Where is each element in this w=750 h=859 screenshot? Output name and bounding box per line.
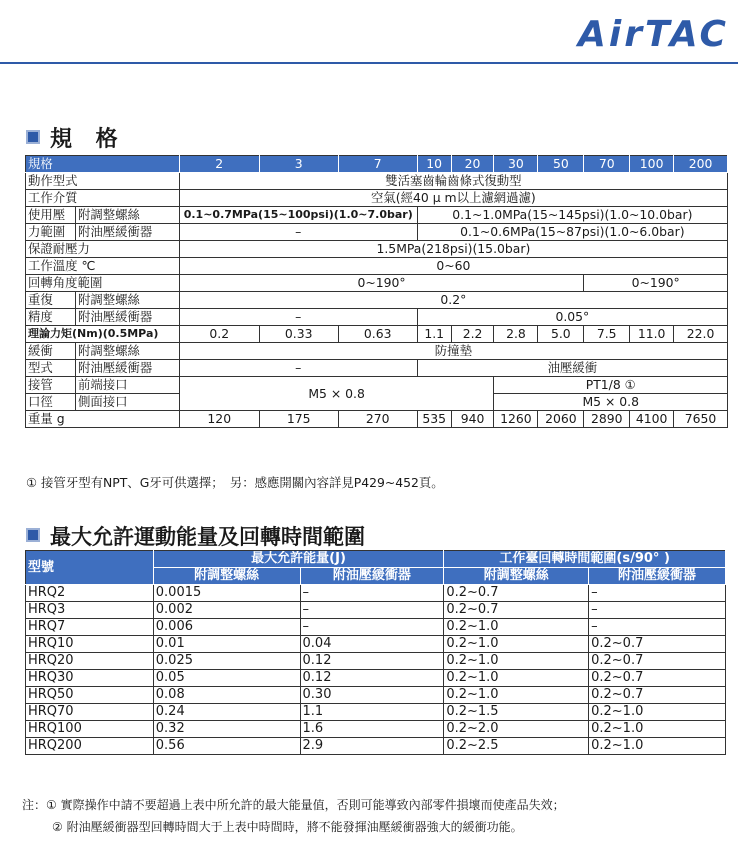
value-cell: 0.2~1.0 [444, 619, 589, 636]
row-value: 雙活塞齒輪齒條式復動型 [179, 173, 727, 190]
row-label: 接管 [26, 377, 76, 394]
table-row [26, 653, 726, 670]
table-row [26, 585, 726, 602]
value-cell: 0.2~1.0 [444, 687, 589, 704]
energy-header-row [26, 551, 726, 568]
size-cell: 50 [538, 156, 584, 173]
size-cell: 10 [417, 156, 451, 173]
row-label: 重量 g [26, 411, 180, 428]
spec-row-angle [26, 275, 728, 292]
value-cell: 0.08 [153, 687, 300, 704]
row-value: 0~190° [584, 275, 728, 292]
row-sublabel: 附油壓緩衝器 [75, 224, 179, 241]
energy-note-2: ② 附油壓緩衝器型回轉時間大于上表中時間時，將不能發揮油壓緩衝器強大的緩衝功能。 [52, 820, 523, 834]
row-label: 口徑 [26, 394, 76, 411]
model-cell: HRQ30 [26, 670, 154, 687]
row-value: 0.05° [417, 309, 727, 326]
torque-cell: 1.1 [417, 326, 451, 343]
energy-title-text: 最大允許運動能量及回轉時間範圍 [50, 525, 365, 549]
value-cell: 2.9 [300, 738, 444, 755]
table-row [26, 670, 726, 687]
row-label: 緩衝 [26, 343, 76, 360]
row-sublabel: 側面接口 [75, 394, 179, 411]
energy-body [26, 585, 726, 755]
spec-row-temp [26, 258, 728, 275]
value-cell: 0.2~2.5 [444, 738, 589, 755]
weight-cell: 535 [417, 411, 451, 428]
row-value: 防撞墊 [179, 343, 727, 360]
value-cell: 0.2~0.7 [589, 636, 726, 653]
value-cell: 0.2~1.0 [444, 653, 589, 670]
value-cell: 0.2~0.7 [444, 602, 589, 619]
energy-section-title [26, 521, 365, 551]
row-sublabel: 附調整螺絲 [75, 343, 179, 360]
table-row [26, 619, 726, 636]
value-cell: 0.2~1.0 [589, 738, 726, 755]
value-cell: 0.24 [153, 704, 300, 721]
header-rule [0, 62, 738, 64]
spec-row-media [26, 190, 728, 207]
spec-row-repeat-2 [26, 309, 728, 326]
spec-row-repeat-1 [26, 292, 728, 309]
value-cell: 0.2~0.7 [589, 653, 726, 670]
value-cell: 0.32 [153, 721, 300, 738]
model-cell: HRQ10 [26, 636, 154, 653]
value-cell: 0.04 [300, 636, 444, 653]
row-sublabel: 附油壓緩衝器 [75, 360, 179, 377]
energy-header: 最大允許能量(J) [153, 551, 444, 568]
value-cell: – [589, 619, 726, 636]
weight-cell: 120 [179, 411, 259, 428]
weight-cell: 175 [259, 411, 338, 428]
weight-cell: 2060 [538, 411, 584, 428]
value-cell: 0.2~1.0 [444, 636, 589, 653]
value-cell: 1.6 [300, 721, 444, 738]
spec-row-proof [26, 241, 728, 258]
torque-cell: 22.0 [674, 326, 728, 343]
value-cell: 0.2~1.0 [444, 670, 589, 687]
section-bullet-icon [26, 528, 40, 542]
value-cell: 0.30 [300, 687, 444, 704]
spec-row-cushion-1 [26, 343, 728, 360]
value-cell: 0.006 [153, 619, 300, 636]
subheader: 附油壓緩衝器 [300, 568, 444, 585]
row-label: 精度 [26, 309, 76, 326]
value-cell: 0.2~0.7 [444, 585, 589, 602]
row-value: – [179, 309, 417, 326]
weight-cell: 2890 [584, 411, 630, 428]
size-cell: 20 [451, 156, 494, 173]
weight-cell: 7650 [674, 411, 728, 428]
spec-row-action [26, 173, 728, 190]
torque-cell: 5.0 [538, 326, 584, 343]
size-cell: 70 [584, 156, 630, 173]
size-cell: 2 [179, 156, 259, 173]
table-row [26, 721, 726, 738]
row-value: 0.1~0.6MPa(15~87psi)(1.0~6.0bar) [417, 224, 727, 241]
spec-section-title [26, 122, 126, 153]
subheader: 附油壓緩衝器 [589, 568, 726, 585]
value-cell: – [589, 585, 726, 602]
torque-cell: 2.2 [451, 326, 494, 343]
model-header: 型號 [26, 551, 154, 585]
value-cell: 0.2~1.5 [444, 704, 589, 721]
torque-cell: 11.0 [630, 326, 674, 343]
size-cell: 30 [494, 156, 538, 173]
value-cell: 0.56 [153, 738, 300, 755]
size-cell: 100 [630, 156, 674, 173]
section-bullet-icon [26, 130, 40, 144]
weight-cell: 270 [338, 411, 417, 428]
value-cell: 0.05 [153, 670, 300, 687]
spec-row-torque [26, 326, 728, 343]
row-sublabel: 附調整螺絲 [75, 292, 179, 309]
model-cell: HRQ70 [26, 704, 154, 721]
row-label: 理論力矩(Nm)(0.5MPa) [26, 326, 180, 343]
weight-cell: 940 [451, 411, 494, 428]
model-cell: HRQ3 [26, 602, 154, 619]
value-cell: 0.2~2.0 [444, 721, 589, 738]
model-cell: HRQ20 [26, 653, 154, 670]
torque-cell: 0.2 [179, 326, 259, 343]
row-sublabel: 附調整螺絲 [75, 207, 179, 224]
row-label: 重復 [26, 292, 76, 309]
size-cell: 3 [259, 156, 338, 173]
brand-logo: AirTAC [578, 14, 729, 55]
model-cell: HRQ50 [26, 687, 154, 704]
value-cell: 0.01 [153, 636, 300, 653]
spec-header-label: 規格 [26, 156, 180, 173]
spec-table [25, 155, 728, 428]
value-cell: 0.12 [300, 653, 444, 670]
model-cell: HRQ200 [26, 738, 154, 755]
row-value: – [179, 224, 417, 241]
value-cell: 0.2~1.0 [589, 704, 726, 721]
spec-row-pressure-2 [26, 224, 728, 241]
row-value: M5 × 0.8 [179, 377, 494, 411]
row-label: 型式 [26, 360, 76, 377]
value-cell: 0.2~0.7 [589, 687, 726, 704]
row-value: 0~60 [179, 258, 727, 275]
energy-table [25, 550, 726, 755]
row-value: 空氣(經40 μ m以上濾網過濾) [179, 190, 727, 207]
time-header: 工作臺回轉時間範圍(s/90° ) [444, 551, 726, 568]
spec-row-port-1 [26, 377, 728, 394]
row-value: – [179, 360, 417, 377]
row-label: 力範圍 [26, 224, 76, 241]
row-value: 油壓緩衝 [417, 360, 727, 377]
table-row [26, 602, 726, 619]
row-value: 0.2° [179, 292, 727, 309]
spec-row-weight [26, 411, 728, 428]
size-cell: 200 [674, 156, 728, 173]
spec-title-text: 規 格 [50, 127, 126, 152]
row-value: 0.1~1.0MPa(15~145psi)(1.0~10.0bar) [417, 207, 727, 224]
subheader: 附調整螺絲 [444, 568, 589, 585]
value-cell: 1.1 [300, 704, 444, 721]
value-cell: 0.2~1.0 [589, 721, 726, 738]
weight-cell: 4100 [630, 411, 674, 428]
torque-cell: 7.5 [584, 326, 630, 343]
size-cell: 7 [338, 156, 417, 173]
row-value: 1.5MPa(218psi)(15.0bar) [179, 241, 727, 258]
spec-header-row [26, 156, 728, 173]
torque-cell: 0.63 [338, 326, 417, 343]
value-cell: 0.002 [153, 602, 300, 619]
table-row [26, 704, 726, 721]
value-cell: 0.025 [153, 653, 300, 670]
spec-row-pressure-1 [26, 207, 728, 224]
row-label: 回轉角度範圍 [26, 275, 180, 292]
spec-row-cushion-2 [26, 360, 728, 377]
row-value: M5 × 0.8 [494, 394, 728, 411]
table-row [26, 636, 726, 653]
model-cell: HRQ2 [26, 585, 154, 602]
row-sublabel: 前端接口 [75, 377, 179, 394]
row-label: 保證耐壓力 [26, 241, 180, 258]
model-cell: HRQ7 [26, 619, 154, 636]
row-value: PT1/8 ① [494, 377, 728, 394]
value-cell: – [300, 619, 444, 636]
subheader: 附調整螺絲 [153, 568, 300, 585]
value-cell: – [589, 602, 726, 619]
row-label: 動作型式 [26, 173, 180, 190]
table-row [26, 738, 726, 755]
value-cell: 0.2~0.7 [589, 670, 726, 687]
row-value: 0~190° [179, 275, 584, 292]
row-label: 工作溫度 ℃ [26, 258, 180, 275]
table-row [26, 687, 726, 704]
value-cell: – [300, 602, 444, 619]
row-label: 工作介質 [26, 190, 180, 207]
value-cell: 0.0015 [153, 585, 300, 602]
row-sublabel: 附油壓緩衝器 [75, 309, 179, 326]
torque-cell: 2.8 [494, 326, 538, 343]
spec-footnote: ① 接管牙型有NPT、G牙可供選擇； 另：感應開關內容詳見P429~452頁。 [26, 475, 444, 490]
weight-cell: 1260 [494, 411, 538, 428]
row-label: 使用壓 [26, 207, 76, 224]
model-cell: HRQ100 [26, 721, 154, 738]
value-cell: – [300, 585, 444, 602]
energy-note-1: 注：① 實際操作中請不要超過上表中所允許的最大能量值，否則可能導致內部零件損壞而使產品失效； [22, 798, 565, 812]
row-value: 0.1~0.7MPa(15~100psi)(1.0~7.0bar) [179, 207, 417, 224]
value-cell: 0.12 [300, 670, 444, 687]
torque-cell: 0.33 [259, 326, 338, 343]
